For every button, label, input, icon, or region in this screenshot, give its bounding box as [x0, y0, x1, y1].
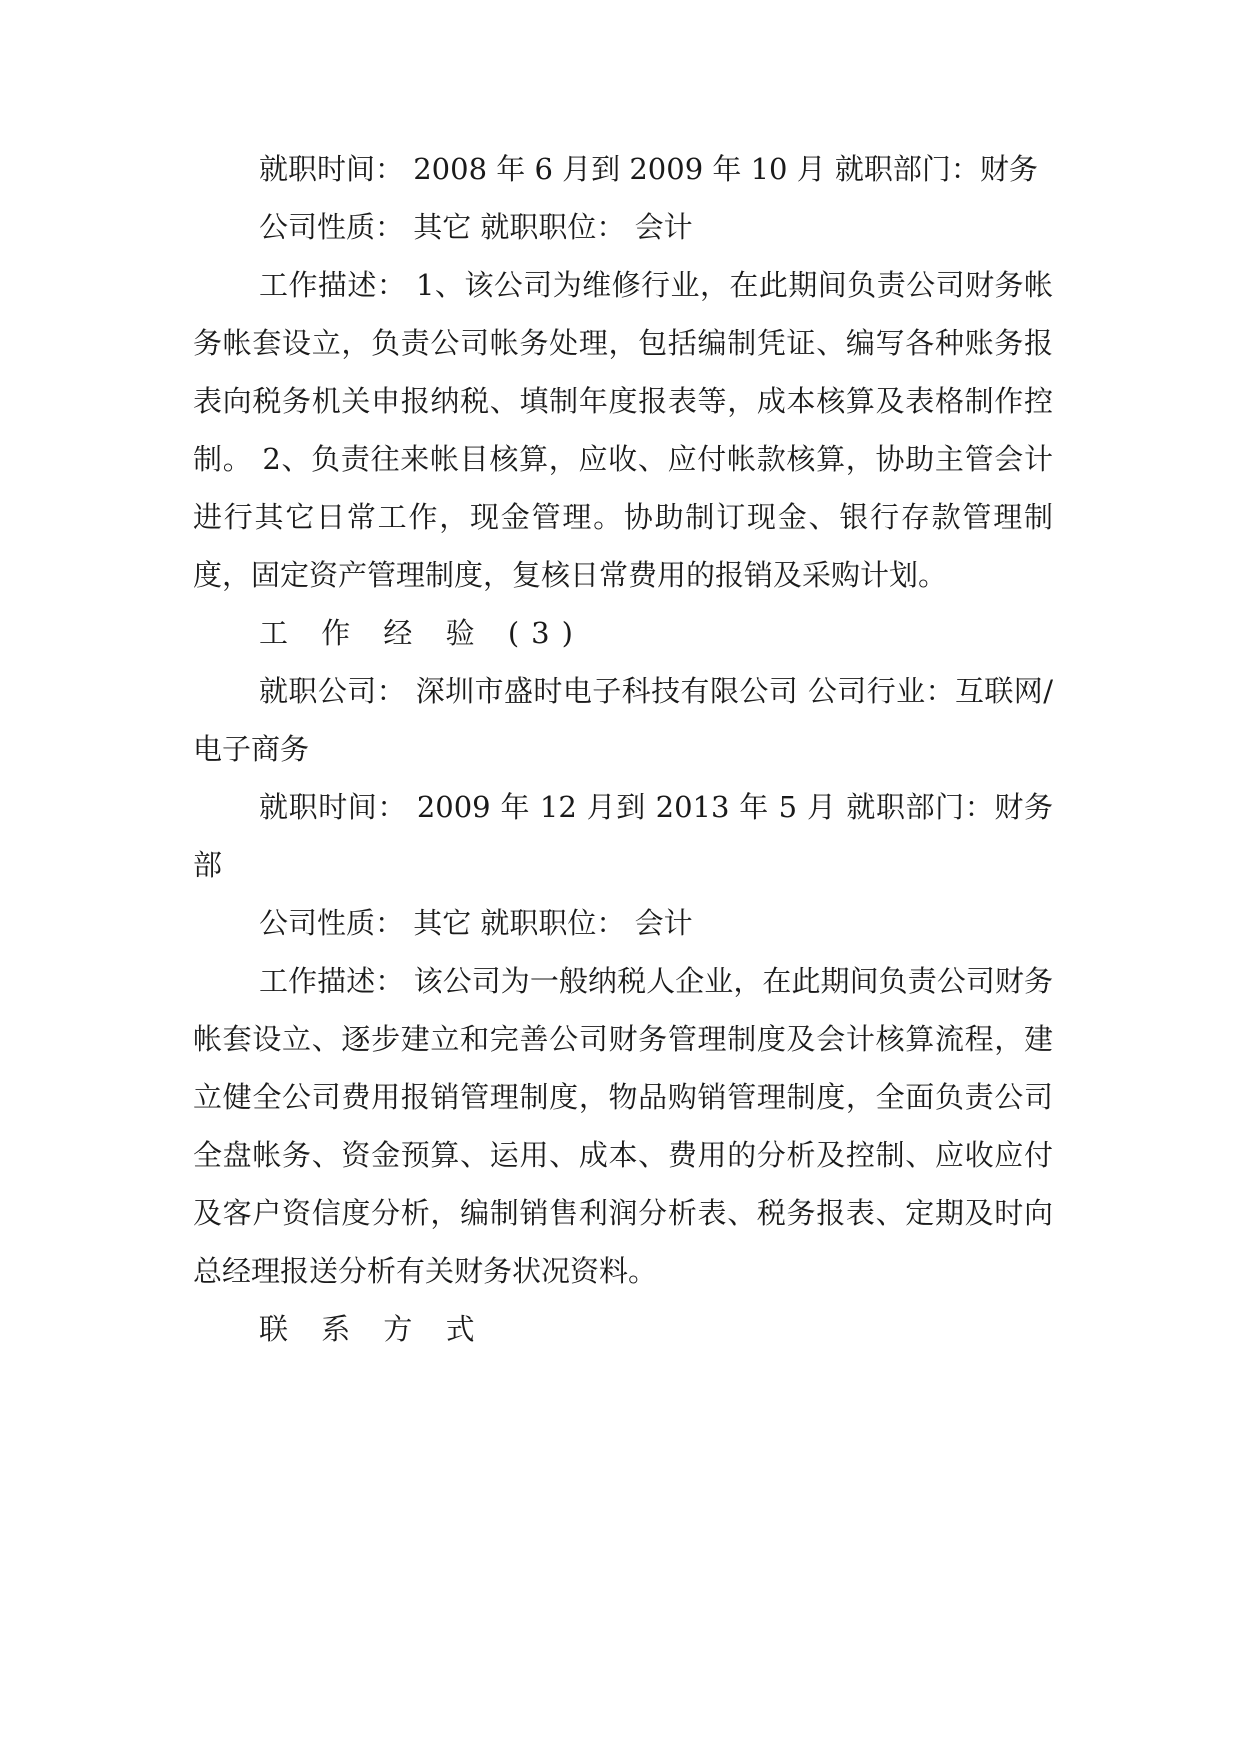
job-time-2: 就职时间： 2009 年 12 月到 2013 年 5 月 就职部门：财务部 — [193, 790, 1053, 882]
section-heading-contact: 联 系 方 式 — [259, 1312, 487, 1346]
document-page — [193, 140, 1053, 1358]
company-nature-2: 公司性质： 其它 就职职位： 会计 — [259, 906, 693, 940]
company-nature-1: 公司性质： 其它 就职职位： 会计 — [259, 210, 693, 244]
section-heading-work-experience-3: 工 作 经 验 (3) — [259, 616, 585, 650]
company-2: 就职公司： 深圳市盛时电子科技有限公司 公司行业：互联网/电子商务 — [193, 674, 1053, 766]
job-description-1: 工作描述： 1、该公司为维修行业，在此期间负责公司财务帐务帐套设立，负责公司帐务处理，包括编制凭证、编写各种账务报表向税务机关申报纳税、填制年度报表等，成本核算及表格制作控制。 2、负责往来帐目核算，应收、应付帐款核算，协助主管会计进行其它日常工作，现金管理。协助制订现金、银行存款管理制度，固定资产管理制度，复核日常费用的报销及采购计划。 — [193, 268, 1053, 592]
job-time-1: 就职时间： 2008 年 6 月到 2009 年 10 月 就职部门：财务 — [259, 152, 1038, 186]
job-description-2: 工作描述： 该公司为一般纳税人企业，在此期间负责公司财务帐套设立、逐步建立和完善公司财务管理制度及会计核算流程，建立健全公司费用报销管理制度，物品购销管理制度，全面负责公司全盘帐务、资金预算、运用、成本、费用的分析及控制、应收应付及客户资信度分析，编制销售利润分析表、税务报表、定期及时向总经理报送分析有关财务状况资料。 — [193, 964, 1053, 1288]
